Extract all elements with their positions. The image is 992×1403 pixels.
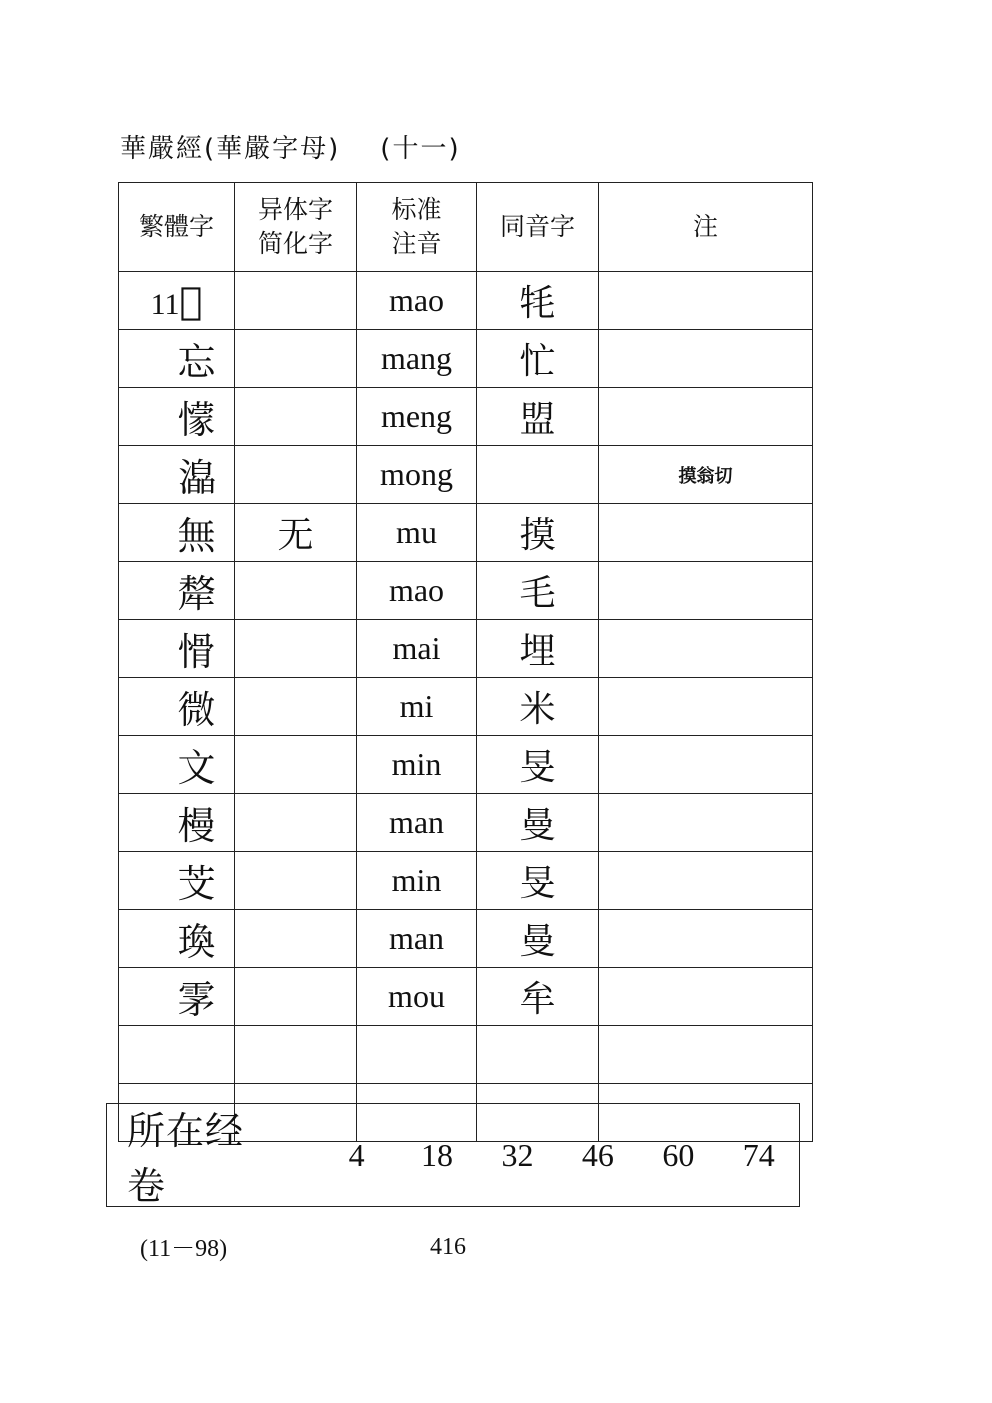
volumes-box	[106, 1103, 800, 1207]
table-row	[119, 504, 813, 562]
note-cell	[599, 968, 813, 1026]
volume-value: 32	[501, 1136, 534, 1173]
pinyin-cell: mao	[357, 272, 477, 330]
homophone-cell: 牟	[477, 968, 599, 1026]
table-row	[119, 562, 813, 620]
traditional-cell	[119, 620, 235, 678]
empty-cell	[599, 1026, 813, 1084]
pinyin-cell: mu	[357, 504, 477, 562]
volume-value: 46	[581, 1136, 614, 1173]
volume-value: 4	[348, 1136, 365, 1173]
variant-cell: 无	[235, 504, 357, 562]
empty-cell	[357, 1026, 477, 1084]
homophone-cell: 旻	[477, 852, 599, 910]
header-pinyin: 标准 注音	[357, 183, 477, 272]
traditional-char: 文	[177, 746, 216, 790]
homophone-cell: 摸	[477, 504, 599, 562]
table-row	[119, 794, 813, 852]
note-cell	[599, 504, 813, 562]
variant-cell	[235, 910, 357, 968]
note-cell	[599, 330, 813, 388]
variant-cell	[235, 794, 357, 852]
homophone-cell: 盟	[477, 388, 599, 446]
header-row	[119, 183, 813, 272]
traditional-char: 忘	[177, 340, 216, 384]
pinyin-cell: mao	[357, 562, 477, 620]
traditional-char: 無	[177, 514, 216, 558]
footer-code: (11－98)	[140, 1236, 228, 1262]
pinyin-cell: mai	[357, 620, 477, 678]
table-row	[119, 736, 813, 794]
page-number: 416	[430, 1234, 466, 1260]
traditional-char: 瑍	[177, 920, 216, 964]
variant-cell	[235, 678, 357, 736]
traditional-cell	[119, 562, 235, 620]
table-row	[119, 678, 813, 736]
header-traditional: 繁體字	[119, 183, 235, 272]
traditional-char: 𪂗	[179, 278, 203, 323]
variant-cell	[235, 620, 357, 678]
traditional-char: 犛	[177, 572, 216, 616]
table-row	[119, 910, 813, 968]
table-row	[119, 620, 813, 678]
pinyin-cell: mang	[357, 330, 477, 388]
note-cell	[599, 910, 813, 968]
traditional-cell	[119, 968, 235, 1026]
traditional-cell	[119, 388, 235, 446]
empty-cell	[477, 1026, 599, 1084]
variant-cell	[235, 330, 357, 388]
pinyin-cell: man	[357, 794, 477, 852]
volumes-label: 所在经卷	[127, 1109, 245, 1208]
traditional-char: 愲	[177, 630, 216, 674]
traditional-cell	[119, 736, 235, 794]
table-row	[119, 446, 813, 504]
variant-cell	[235, 736, 357, 794]
traditional-char: 槾	[177, 804, 216, 848]
traditional-char: 雺	[177, 978, 216, 1022]
homophone-cell: 旻	[477, 736, 599, 794]
table-row	[119, 968, 813, 1026]
empty-row	[119, 1026, 813, 1084]
volume-value: 74	[742, 1136, 775, 1173]
traditional-cell	[119, 446, 235, 504]
traditional-char: 㵿	[177, 456, 216, 500]
variant-cell	[235, 968, 357, 1026]
traditional-cell	[119, 504, 235, 562]
pinyin-cell: min	[357, 736, 477, 794]
traditional-cell	[119, 910, 235, 968]
pinyin-cell: mi	[357, 678, 477, 736]
homophone-cell: 牦	[477, 272, 599, 330]
note-cell	[599, 562, 813, 620]
pinyin-cell: mou	[357, 968, 477, 1026]
variant-cell	[235, 272, 357, 330]
volume-number: (十一)	[380, 134, 461, 164]
traditional-cell	[119, 794, 235, 852]
pinyin-cell: mong	[357, 446, 477, 504]
variant-cell	[235, 852, 357, 910]
variant-cell	[235, 446, 357, 504]
traditional-cell	[119, 330, 235, 388]
header-note: 注	[599, 183, 813, 272]
note-cell	[599, 388, 813, 446]
title-text: 華嚴經(華嚴字母)	[120, 134, 341, 164]
homophone-cell: 忙	[477, 330, 599, 388]
homophone-cell: 毛	[477, 562, 599, 620]
header-variant: 异体字 简化字	[235, 183, 357, 272]
traditional-cell	[119, 678, 235, 736]
homophone-cell	[477, 446, 599, 504]
volume-value: 18	[421, 1136, 454, 1173]
table-row	[119, 330, 813, 388]
empty-cell	[119, 1026, 235, 1084]
note-cell	[599, 736, 813, 794]
traditional-char: 芠	[177, 862, 216, 906]
character-table	[118, 182, 813, 1142]
table-row	[119, 272, 813, 330]
note-cell	[599, 620, 813, 678]
homophone-cell: 米	[477, 678, 599, 736]
row-number: 11	[150, 287, 180, 321]
variant-cell	[235, 562, 357, 620]
note-cell	[599, 272, 813, 330]
pinyin-cell: min	[357, 852, 477, 910]
header-homophone: 同音字	[477, 183, 599, 272]
page-title	[120, 128, 461, 165]
note-cell	[599, 852, 813, 910]
table-row	[119, 852, 813, 910]
volume-value: 60	[662, 1136, 695, 1173]
pinyin-cell: man	[357, 910, 477, 968]
variant-cell	[235, 388, 357, 446]
homophone-cell: 曼	[477, 794, 599, 852]
note-cell	[599, 678, 813, 736]
homophone-cell: 曼	[477, 910, 599, 968]
traditional-cell	[119, 852, 235, 910]
traditional-char: 懞	[177, 398, 216, 442]
empty-cell	[235, 1026, 357, 1084]
traditional-char: 微	[177, 688, 216, 732]
note-cell: 摸翁切	[599, 446, 813, 504]
table-row	[119, 388, 813, 446]
traditional-cell	[119, 272, 235, 330]
pinyin-cell: meng	[357, 388, 477, 446]
note-cell	[599, 794, 813, 852]
homophone-cell: 埋	[477, 620, 599, 678]
